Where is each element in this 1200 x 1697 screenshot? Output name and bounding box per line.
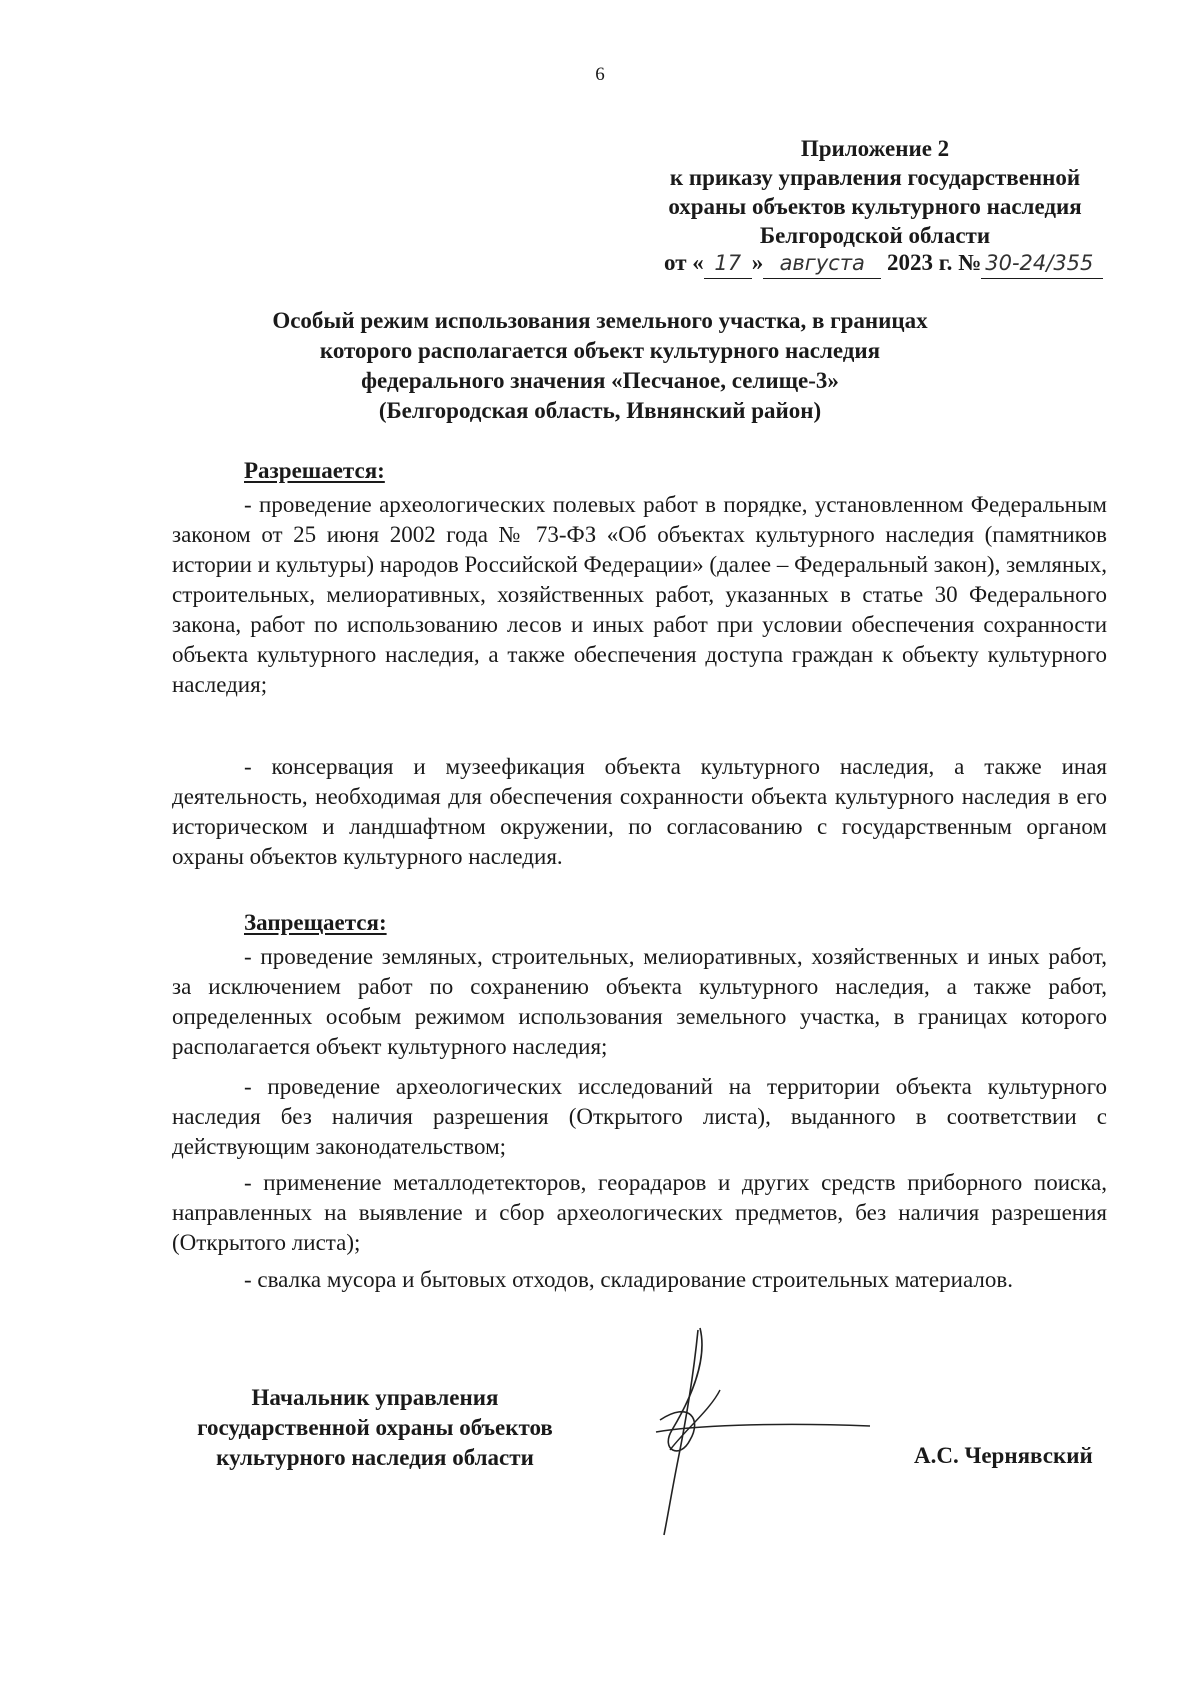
position-line: государственной охраны объектов xyxy=(197,1415,553,1440)
appendix-line: Белгородской области xyxy=(759,223,991,248)
title-line: федерального значения «Песчаное, селище-3» xyxy=(361,368,839,393)
date-prefix: от « xyxy=(664,250,704,275)
prohibited-item: - применение металлодетекторов, георадаров и других средств приборного поиска, направленных на выявление и сбор археологических предметов, без наличия разрешения (Открытого листа); xyxy=(172,1170,1107,1255)
year-text: 2023 г. № xyxy=(887,250,982,275)
appendix-line: к приказу управления государственной xyxy=(669,165,1081,190)
handwritten-day: 17 xyxy=(704,249,752,279)
handwritten-order-number: 30-24/355 xyxy=(981,249,1103,279)
signatory-position xyxy=(170,1383,580,1473)
signatory-name: А.С. Чернявский xyxy=(914,1443,1093,1468)
appendix-line: охраны объектов культурного наследия xyxy=(668,194,1082,219)
prohibited-item: - свалка мусора и бытовых отходов, складирование строительных материалов. xyxy=(244,1267,1013,1292)
title-line: (Белгородская область, Ивнянский район) xyxy=(378,398,822,423)
date-mid: » xyxy=(751,250,764,275)
order-date-line xyxy=(664,248,1134,279)
permitted-item: - консервация и музеефикация объекта культурного наследия, а также иная деятельность, необходимая для обеспечения сохранности объекта культурного наследия в его историческом и ландшафтном окружении, по согласованию с государственным органом охраны объектов культурного наследия. xyxy=(172,754,1107,869)
prohibited-item: - проведение археологических исследований на территории объекта культурного наследия без наличия разрешения (Открытого листа), выданного в соответствии с действующим законодательством; xyxy=(172,1074,1107,1159)
handwritten-month: августа xyxy=(763,249,881,279)
appendix-header xyxy=(640,134,1110,250)
title-line: Особый режим использования земельного участка, в границах xyxy=(272,308,928,333)
appendix-title: Приложение 2 xyxy=(800,136,950,161)
position-line: культурного наследия области xyxy=(216,1445,534,1470)
title-line: которого располагается объект культурного наследия xyxy=(319,338,881,363)
permitted-heading: Разрешается: xyxy=(244,458,385,483)
position-line: Начальник управления xyxy=(251,1385,499,1410)
permitted-item: - проведение археологических полевых работ в порядке, установленном Федеральным законом от 25 июня 2002 года № 73-ФЗ «Об объектах культурного наследия (памятников истории и культуры) народов Российской Федерации» (далее – Федеральный закон), земляных, строительных, мелиоративных, хозяйственных работ, указанных в статье 30 Федерального закона, работ по использованию лесов и иных работ при условии обеспечения сохранности объекта культурного наследия, а также обеспечения доступа граждан к объекту культурного наследия; xyxy=(172,492,1107,697)
prohibited-item: - проведение земляных, строительных, мелиоративных, хозяйственных и иных работ, за исключением работ по сохранению объекта культурного наследия, а также работ, определенных особым режимом использования земельного участка, в границах которого располагается объект культурного наследия; xyxy=(172,944,1107,1059)
document-title xyxy=(250,306,950,426)
page-number: 6 xyxy=(595,64,605,85)
handwritten-signature xyxy=(650,1310,910,1540)
prohibited-heading: Запрещается: xyxy=(244,910,387,935)
